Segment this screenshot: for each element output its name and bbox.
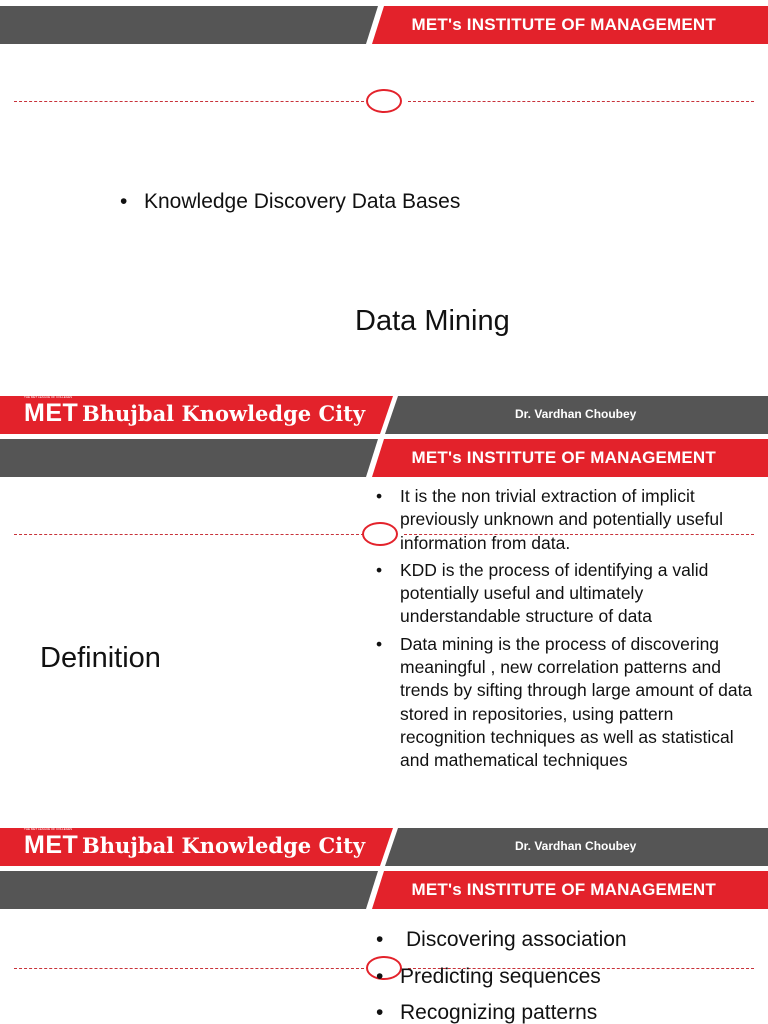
bullet-item: • KDD is the process of identifying a valid potentially useful and ultimately understandable structure of data [376,559,761,629]
campus-name: Bhujbal Knowledge City [82,401,366,426]
institute-title: MET's INSTITUTE OF MANAGEMENT [411,15,716,34]
bullet-list [376,485,761,773]
slide-2 [0,437,768,867]
slide-header [0,871,768,909]
slide-title: Data Mining [355,305,510,337]
met-logo: MET [24,399,79,427]
divider-line-left [14,101,364,102]
slide-3 [0,867,768,1024]
slide-footer [0,396,768,434]
bullet-item: • Recognizing patterns [376,995,627,1024]
bullet-item: • Knowledge Discovery Data Bases [120,190,460,214]
campus-name: Bhujbal Knowledge City [82,833,366,858]
bullet-list [376,922,627,1024]
bullet-item: • It is the non trivial extraction of implicit previously unknown and potentially useful information from data. [376,485,761,555]
logo-tagline: THE MET LEAGUE OF COLLEGES [24,827,73,831]
bullet-list [120,190,460,214]
slide-header [0,439,768,477]
slide-footer [0,828,768,866]
slide-header [0,6,768,44]
bullet-item: • Discovering association [376,922,627,959]
institute-title: MET's INSTITUTE OF MANAGEMENT [411,448,716,467]
met-logo: MET [24,831,79,859]
divider-line-left [14,968,364,969]
divider-line-right [408,101,754,102]
divider-line-left [14,534,364,535]
slide-1 [0,0,768,437]
author-name: Dr. Vardhan Choubey [515,407,637,421]
bullet-item: • Data mining is the process of discovering meaningful , new correlation patterns and trends by sifting through large amount of data stored in repositories, using pattern recognition techniques as well as statistical and mathematical techniques [376,633,761,773]
logo-tagline: THE MET LEAGUE OF COLLEGES [24,395,73,399]
slide-title: Definition [40,642,161,674]
bullet-item: • Predicting sequences [376,959,627,996]
author-name: Dr. Vardhan Choubey [515,839,637,853]
ring-icon [366,89,402,113]
institute-title: MET's INSTITUTE OF MANAGEMENT [411,880,716,899]
